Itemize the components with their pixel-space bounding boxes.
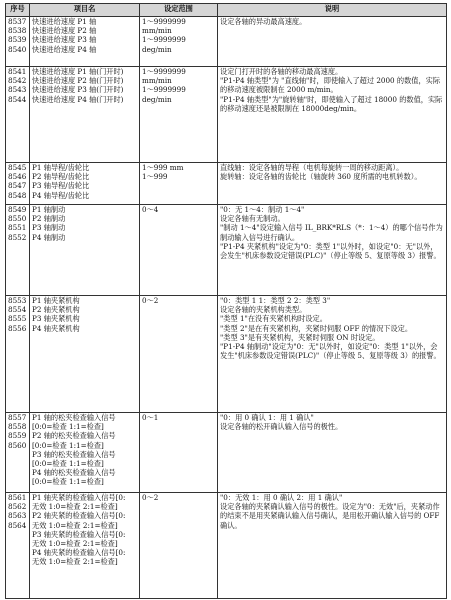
table-row: [6, 205, 447, 296]
item-name-line: 快速进给速度 P4 轴: [32, 44, 97, 54]
param-number: 8560: [8, 440, 27, 450]
param-number: 8553: [8, 296, 27, 305]
description-line: 旋转轴：设定各轴的齿轮比（轴旋转 360 度所需的电机转数）。: [220, 172, 422, 182]
param-number: 8538: [8, 26, 27, 36]
item-name-line: 快速进给速度 P2 轴(门开时): [32, 76, 124, 86]
parameter-table: [5, 3, 447, 599]
param-number: 8540: [8, 44, 27, 54]
setting-range-cell: [140, 493, 218, 599]
description-line: "P1-P4 夹紧机构"设定为"0：类型 1"以外时，如设定"0：无"以外，会发生"机床参数设定错误(PLC)"（停止等级 5、复原等级 3）报警。: [220, 241, 441, 261]
item-name-line: 无效 1:0=检查 2:1=检查]: [32, 539, 118, 549]
param-number: 8541: [8, 67, 27, 76]
param-number: 8563: [8, 511, 27, 521]
item-name-cell: [30, 17, 140, 67]
item-name-cell: [30, 413, 140, 493]
param-number-cell: [6, 67, 30, 163]
item-name-line: 无效 1:0=检查 2:1=检查]: [32, 520, 118, 530]
description-line: "制动 1～4"设定输入信号 IL_BRK*RLS（*：1～4）的哪个信号作为制动输入信号进行确认。: [220, 223, 443, 242]
item-name-line: [0:0=检查 1:1=检查]: [32, 440, 104, 450]
description-line: 设定各轴的异动最高速度。: [220, 17, 307, 26]
setting-range-cell: [140, 296, 218, 413]
setting-range-line: 1～9999999: [142, 17, 186, 26]
item-name-line: P3 轴的松夹检查输入信号: [32, 449, 116, 459]
item-name-line: [0:0=检查 1:1=检查]: [32, 477, 104, 487]
table-body: [6, 17, 447, 599]
description-line: "0：用 0 确认 1：用 1 确认": [220, 413, 314, 422]
description-line: 直线轴：设定各轴的导程（电机每旋转一周的移动距离）。: [220, 163, 404, 172]
param-number-cell: [6, 205, 30, 296]
param-number: 8556: [8, 323, 27, 333]
setting-range-cell: [140, 163, 218, 205]
setting-range-line: 0～1: [142, 413, 159, 422]
item-name-line: P4 轴夹紧机构: [32, 323, 80, 333]
param-number: 8551: [8, 223, 27, 233]
table-row: [6, 296, 447, 413]
item-name-line: P3 轴制动: [32, 223, 66, 233]
param-number-cell: [6, 413, 30, 493]
setting-range-cell: [140, 205, 218, 296]
param-number: 8548: [8, 190, 27, 200]
param-number: 8543: [8, 85, 27, 95]
param-number: 8539: [8, 35, 27, 45]
param-number: 8554: [8, 305, 27, 315]
item-name-line: P4 轴夹紧的检查输入信号[0:: [32, 548, 126, 558]
setting-range-line: 0～2: [142, 493, 159, 502]
item-name-line: P2 轴夹紧机构: [32, 305, 80, 315]
table-row: [6, 493, 447, 599]
setting-range-line: 1～9999999: [142, 67, 186, 76]
item-name-line: P1 轴的松夹检查输入信号: [32, 413, 116, 422]
item-name-cell: [30, 163, 140, 205]
description-line: "0：类型 1 1：类型 2 2：类型 3": [220, 296, 331, 305]
param-number: 8544: [8, 94, 27, 104]
item-name-line: P3 轴夹紧机构: [32, 314, 80, 324]
setting-range-line: 1～9999999: [142, 35, 186, 45]
setting-range-line: deg/min: [142, 44, 172, 54]
table-header-row: [6, 4, 447, 17]
setting-range-line: 0～4: [142, 205, 159, 214]
item-name-cell: [30, 493, 140, 599]
setting-range-cell: [140, 413, 218, 493]
item-name-line: P2 轴夹紧的检查输入信号[0:: [32, 511, 126, 521]
param-number: 8552: [8, 232, 27, 242]
item-name-line: P4 轴的松夹检查输入信号: [32, 468, 116, 478]
setting-range-cell: [140, 67, 218, 163]
description-line: "类型 2"是在有夹紧机构，夹紧时伺服 OFF 的情况下设定。: [220, 323, 413, 333]
item-name-line: P3 轴夹紧的检查输入信号[0:: [32, 529, 126, 539]
item-name-line: P3 轴导程/齿轮比: [32, 181, 90, 191]
setting-range-line: 0～2: [142, 296, 159, 305]
item-name-line: P2 轴制动: [32, 214, 66, 224]
param-number: 8561: [8, 493, 27, 502]
item-name-line: P1 轴制动: [32, 205, 66, 214]
description-line: "类型 3"是有夹紧机构，夹紧时伺服 ON 时设定。: [220, 332, 380, 342]
param-number: 8550: [8, 214, 27, 224]
item-name-line: [0:0=检查 1:1=检查]: [32, 459, 104, 469]
description-line: "0：无效 1：用 0 确认 2：用 1 确认": [220, 493, 343, 502]
description-cell: [218, 163, 447, 205]
item-name-line: 快速进给速度 P1 轴: [32, 17, 97, 26]
description-line: "P1-P4 轴类型"为"旋转轴"时，即使输入了超过 18000 的数值，实际的移动速度还是被限制在 18000deg/min。: [220, 94, 443, 113]
setting-range-line: deg/min: [142, 94, 172, 104]
param-number: 8547: [8, 181, 27, 191]
description-cell: [218, 493, 447, 599]
item-name-line: P2 轴的松夹检查输入信号: [32, 431, 116, 441]
param-number: 8557: [8, 413, 27, 422]
setting-range-cell: [140, 17, 218, 67]
description-line: 设定各轴有无制动。: [220, 214, 285, 224]
item-name-line: P1 轴夹紧的检查输入信号[0:: [32, 493, 126, 502]
item-name-cell: [30, 205, 140, 296]
description-cell: [218, 205, 447, 296]
parameter-table-page: [5, 3, 446, 599]
setting-range-line: 1～999: [142, 172, 168, 182]
item-name-line: [0:0=检查 1:1=检查]: [32, 422, 104, 432]
description-cell: [218, 67, 447, 163]
description-line: "P1-P4 轴制动"设定为"0：无"以外时，如设定"0：类型 1"以外，会发生"机床参数设定错误(PLC)"（停止等级 5、复原等级 3）的报警。: [220, 342, 441, 361]
description-line: "类型 1"在没有夹紧机构时设定。: [220, 314, 327, 324]
description-line: 设定各轴的夹紧机构类型。: [220, 305, 307, 315]
item-name-line: P4 轴导程/齿轮比: [32, 190, 90, 200]
description-line: "P1-P4 轴类型"为 "直线轴"时，即使输入了超过 2000 的数值，实际的移动速度被限制在 2000 m/min。: [220, 76, 441, 95]
param-number: 8555: [8, 314, 27, 324]
param-number: 8562: [8, 502, 27, 512]
param-number: 8564: [8, 520, 27, 530]
table-row: [6, 17, 447, 67]
param-number-cell: [6, 163, 30, 205]
item-name-line: 快速进给速度 P2 轴: [32, 26, 97, 36]
item-name-line: P1 轴夹紧机构: [32, 296, 80, 305]
item-name-line: 无效 1:0=检查 2:1=检查]: [32, 557, 118, 567]
param-number: 8546: [8, 172, 27, 182]
param-number: 8537: [8, 17, 27, 26]
item-name-cell: [30, 296, 140, 413]
item-name-line: 快速进给速度 P3 轴: [32, 35, 97, 45]
description-line: 设定各轴的松开确认输入信号的极性。: [220, 422, 343, 432]
item-name-line: 快速进给速度 P3 轴(门开时): [32, 85, 124, 95]
description-cell: [218, 413, 447, 493]
header-description: 说明: [218, 4, 447, 17]
item-name-line: 快速进给速度 P4 轴(门开时): [32, 94, 124, 104]
param-number: 8559: [8, 431, 27, 441]
item-name-line: 无效 1:0=检查 2:1=检查]: [32, 502, 118, 512]
param-number: 8542: [8, 76, 27, 86]
table-row: [6, 163, 447, 205]
description-line: "0：无 1～4：制动 1～4": [220, 205, 305, 214]
param-number: 8545: [8, 163, 27, 172]
item-name-line: P4 轴制动: [32, 232, 66, 242]
param-number: 8549: [8, 205, 27, 214]
description-cell: [218, 17, 447, 67]
header-number: 序号: [6, 4, 30, 17]
param-number-cell: [6, 493, 30, 599]
description-line: 设定门打开时的各轴的移动最高速度。: [220, 67, 343, 76]
setting-range-line: mm/min: [142, 76, 172, 86]
description-line: 设定各轴的夹紧确认输入信号的极性。设定为"0：无效"后，夹紧动作的结束不是用夹紧确认输入信号确认，是用松开确认输入信号的 OFF 确认。: [220, 502, 440, 530]
param-number-cell: [6, 17, 30, 67]
description-cell: [218, 296, 447, 413]
item-name-line: P1 轴导程/齿轮比: [32, 163, 90, 172]
item-name-line: P2 轴导程/齿轮比: [32, 172, 90, 182]
setting-range-line: 1～999 mm: [142, 163, 184, 172]
item-name-line: 快速进给速度 P1 轴(门开时): [32, 67, 124, 76]
setting-range-line: 1～9999999: [142, 85, 186, 95]
table-row: [6, 413, 447, 493]
item-name-cell: [30, 67, 140, 163]
param-number-cell: [6, 296, 30, 413]
table-row: [6, 67, 447, 163]
header-setting-range: 设定范围: [140, 4, 218, 17]
setting-range-line: mm/min: [142, 26, 172, 36]
header-item-name: 项目名: [30, 4, 140, 17]
param-number: 8558: [8, 422, 27, 432]
